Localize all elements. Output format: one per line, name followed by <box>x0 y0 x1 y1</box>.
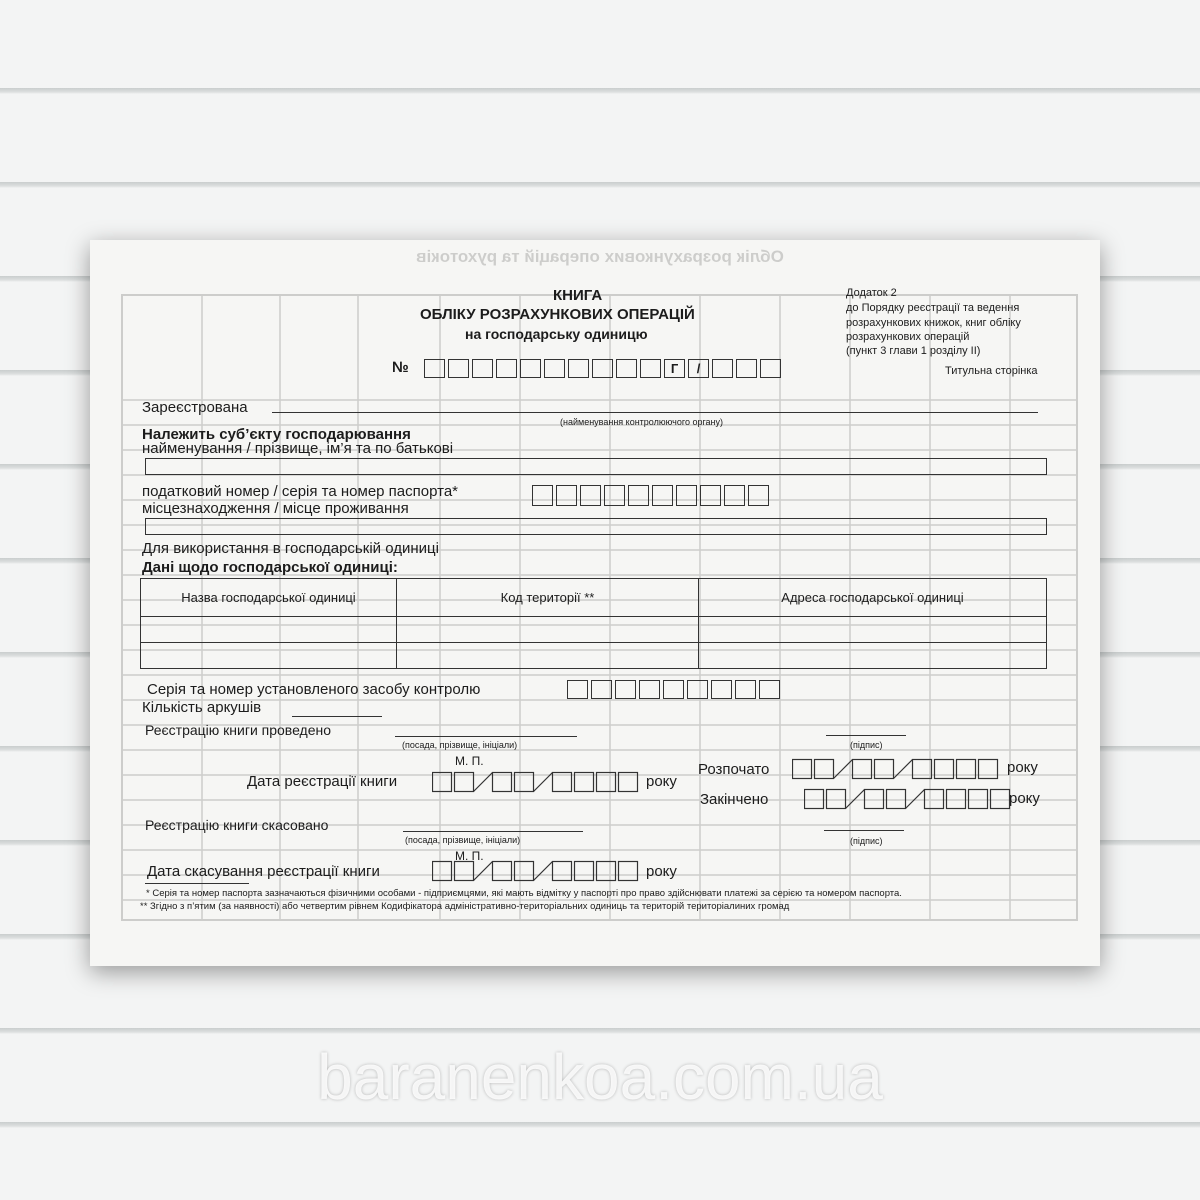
tax-box[interactable] <box>748 485 769 506</box>
position-hint: (посада, прізвище, ініціали) <box>402 740 518 750</box>
table-cell[interactable] <box>141 617 397 643</box>
tax-box[interactable] <box>556 485 577 506</box>
tax-box[interactable] <box>676 485 697 506</box>
registration-done-field[interactable] <box>395 736 577 737</box>
cancel-year-label: року <box>646 863 677 880</box>
registration-signature-field[interactable] <box>826 735 906 736</box>
annex-line-5: (пункт 3 глави 1 розділу ІІ) <box>846 345 981 357</box>
table-cell[interactable] <box>141 643 397 669</box>
tax-number-boxes[interactable] <box>532 485 772 506</box>
title-book: КНИГА <box>553 287 603 304</box>
number-sign: № <box>392 359 409 376</box>
control-box[interactable] <box>735 680 756 699</box>
table-cell[interactable] <box>397 617 699 643</box>
stamp-label: М. П. <box>455 754 484 768</box>
registration-done-label: Реєстрацію книги проведено <box>145 722 332 738</box>
number-box[interactable] <box>448 359 469 378</box>
finished-label: Закінчено <box>700 791 769 808</box>
location-label: місцезнаходження / місце проживання <box>142 500 409 517</box>
registered-hint: (найменування контролюючого органу) <box>560 417 724 427</box>
tax-box[interactable] <box>628 485 649 506</box>
annex-line-1: Додаток 2 <box>846 287 897 299</box>
cancel-position-hint: (посада, прізвище, ініціали) <box>405 835 521 845</box>
owner-name-label: найменування / прізвище, ім’я та по батькові <box>142 440 454 457</box>
number-box[interactable] <box>712 359 733 378</box>
finished-year-label: року <box>1009 790 1040 807</box>
sheets-field[interactable] <box>292 716 382 717</box>
tax-box[interactable] <box>700 485 721 506</box>
usage-label: Для використання в господарській одиниці <box>142 540 439 557</box>
control-device-boxes[interactable] <box>567 680 783 699</box>
control-box[interactable] <box>567 680 588 699</box>
tax-box[interactable] <box>532 485 553 506</box>
number-box[interactable] <box>616 359 637 378</box>
table-cell[interactable] <box>699 643 1047 669</box>
title-unit: на господарську одиницю <box>465 326 648 342</box>
tax-box[interactable] <box>580 485 601 506</box>
table-row <box>141 643 1047 669</box>
registration-cancel-label: Реєстрацію книги скасовано <box>145 817 329 833</box>
control-box[interactable] <box>687 680 708 699</box>
cancel-date-boxes[interactable] <box>432 860 642 887</box>
number-box[interactable] <box>736 359 757 378</box>
number-box[interactable] <box>472 359 493 378</box>
number-box[interactable] <box>568 359 589 378</box>
form-sheet <box>90 240 1100 966</box>
footnote-passport: * Серія та номер паспорта зазначаються фізичними особами - підприємцями, які мають відмітку у паспорті про право здійснювати платежі за серією та номером паспорта. <box>146 888 902 899</box>
number-box[interactable] <box>640 359 661 378</box>
registration-year-label: року <box>646 773 677 790</box>
control-box[interactable] <box>759 680 780 699</box>
book-number-boxes[interactable] <box>424 359 784 378</box>
stamp-label-2: М. П. <box>455 849 484 863</box>
cancel-signature-field[interactable] <box>824 830 904 831</box>
registration-date-boxes[interactable] <box>432 771 642 798</box>
registration-date-label: Дата реєстрації книги <box>247 773 398 790</box>
tax-box[interactable] <box>724 485 745 506</box>
site-watermark: baranenkoa.com.ua <box>317 1041 883 1113</box>
location-field[interactable] <box>145 518 1047 535</box>
cancel-underline <box>145 883 249 884</box>
table-header-name: Назва господарської одиниці <box>141 579 397 617</box>
footnote-territory: ** Згідно з п’ятим (за наявності) або четвертим рівнем Кодифікатора адміністративно-територіальних одиниць та територій територіалиних громад <box>140 901 790 912</box>
registered-label: Зареєстрована <box>142 399 248 416</box>
owner-name-field[interactable] <box>145 458 1047 475</box>
started-label: Розпочато <box>698 761 770 778</box>
number-box-slash: / <box>688 359 709 378</box>
cover-page-label: Титульна сторінка <box>945 365 1038 377</box>
annex-line-2: до Порядку реєстрації та ведення <box>846 302 1020 314</box>
registered-field[interactable] <box>272 412 1038 413</box>
annex-line-3: розрахункових книжок, книг обліку <box>846 317 1021 329</box>
number-box[interactable] <box>496 359 517 378</box>
signature-hint: (підпис) <box>850 740 883 750</box>
cancel-date-label: Дата скасування реєстрації книги <box>147 863 380 880</box>
tax-box[interactable] <box>604 485 625 506</box>
table-header-address: Адреса господарської одиниці <box>699 579 1047 617</box>
started-year-label: року <box>1007 759 1038 776</box>
owner-label: Належить суб’єкту господарювання <box>142 426 411 443</box>
title-accounting: ОБЛІКУ РОЗРАХУНКОВИХ ОПЕРАЦІЙ <box>420 306 695 323</box>
registration-cancel-field[interactable] <box>403 831 583 832</box>
unit-data-label: Дані щодо господарської одиниці: <box>142 559 398 576</box>
date-boxes-svg <box>792 758 1002 780</box>
control-box[interactable] <box>663 680 684 699</box>
bleed-through-heading: Облік розрахункових операцій та рухотоків <box>416 247 784 266</box>
tax-box[interactable] <box>652 485 673 506</box>
table-cell[interactable] <box>397 643 699 669</box>
date-boxes-svg <box>432 771 642 793</box>
control-box[interactable] <box>615 680 636 699</box>
number-box[interactable] <box>544 359 565 378</box>
date-boxes-svg <box>804 788 1014 810</box>
number-box[interactable] <box>760 359 781 378</box>
table-cell[interactable] <box>699 617 1047 643</box>
cancel-signature-hint: (підпис) <box>850 836 883 846</box>
number-box[interactable] <box>424 359 445 378</box>
annex-line-4: розрахункових операцій <box>846 331 970 343</box>
control-box[interactable] <box>711 680 732 699</box>
control-box[interactable] <box>591 680 612 699</box>
number-box-g: Г <box>664 359 685 378</box>
sheets-label: Кількість аркушів <box>142 699 262 716</box>
date-boxes-svg <box>432 860 642 882</box>
started-date-boxes[interactable] <box>792 758 1002 785</box>
unit-data-table <box>140 578 1047 669</box>
number-box[interactable] <box>520 359 541 378</box>
control-device-label: Серія та номер установленого засобу контролю <box>147 681 481 698</box>
table-header-territory: Код території ** <box>397 579 699 617</box>
tax-number-label: податковий номер / серія та номер паспорта* <box>142 483 458 500</box>
number-box[interactable] <box>592 359 613 378</box>
table-row <box>141 617 1047 643</box>
finished-date-boxes[interactable] <box>804 788 1014 815</box>
control-box[interactable] <box>639 680 660 699</box>
